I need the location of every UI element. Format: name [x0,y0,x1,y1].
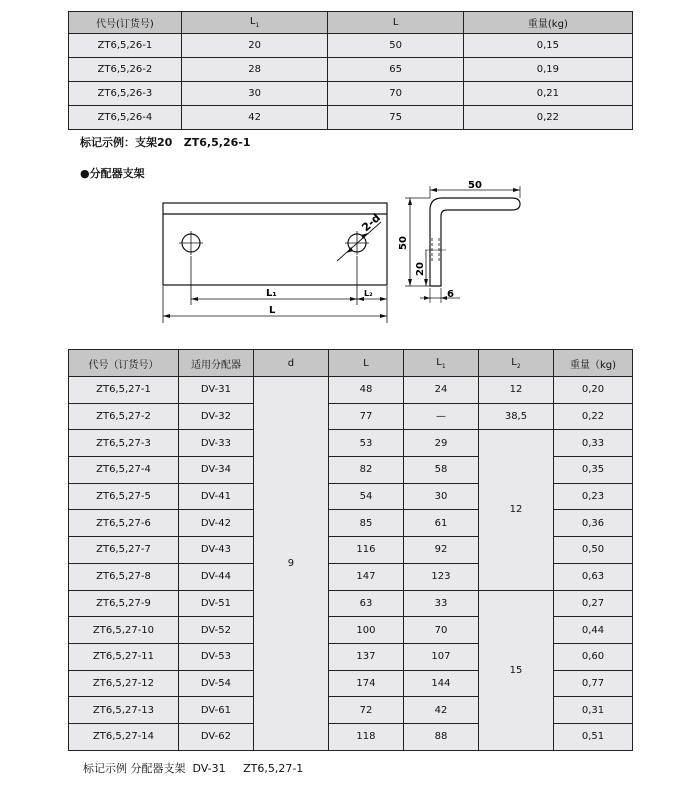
table-cell: DV-31 [178,377,253,404]
table-cell: 0,63 [553,563,632,590]
table-cell: 50 [328,34,463,58]
table-cell: DV-44 [178,563,253,590]
table-cell: 42 [181,106,328,130]
table-cell: 75 [328,106,463,130]
table-cell: 61 [403,510,478,537]
table-cell: 30 [181,82,328,106]
table-cell: 58 [403,457,478,484]
table-cell: 0,19 [463,58,632,82]
table-cell: 29 [403,430,478,457]
table-cell: ZT6,5,27-7 [69,537,179,564]
col-header-l: L [328,12,463,34]
table-cell: 82 [328,457,403,484]
marking-example-2: 标记示例 分配器支架 DV-31 ZT6,5,27-1 [83,762,304,775]
col-header-l1: $L_1$ [181,12,328,34]
table-cell: 88 [403,723,478,750]
table-cell: 33 [403,590,478,617]
table-cell: 70 [328,82,463,106]
table-cell: ZT6,5,27-9 [69,590,179,617]
dim-label-50-top: 50 [468,180,482,191]
l2-group-cell: 38,5 [478,403,553,430]
dim-label-6: 6 [447,289,454,300]
table-cell: DV-43 [178,537,253,564]
table-cell: DV-41 [178,483,253,510]
table-cell: — [403,403,478,430]
table-cell: ZT6,5,27-11 [69,643,179,670]
dim-label-20: 20 [415,262,426,276]
table-cell: DV-42 [178,510,253,537]
table-cell: 0,21 [463,82,632,106]
table-cell: 0,60 [553,643,632,670]
table-cell: 48 [328,377,403,404]
l2-group-cell: 15 [478,590,553,750]
table-cell: 116 [328,537,403,564]
table-cell: ZT6,5,27-12 [69,670,179,697]
table-header-row [69,350,633,377]
dim-label-l1: L₁ [266,288,277,299]
table-cell: ZT6,5,26-3 [69,82,182,106]
col-header-l: L [328,350,403,377]
table-cell: DV-33 [178,430,253,457]
table-cell: DV-61 [178,697,253,724]
table-cell: DV-53 [178,643,253,670]
table-cell: 174 [328,670,403,697]
table-cell: DV-32 [178,403,253,430]
table-cell: 77 [328,403,403,430]
table-cell: 70 [403,617,478,644]
table-cell: 0,50 [553,537,632,564]
dim-label-l2: L₂ [364,289,373,298]
table-cell: 147 [328,563,403,590]
table-cell: 0,15 [463,34,632,58]
dim-label-50-side: 50 [398,236,409,250]
l2-group-cell: 12 [478,430,553,590]
table-cell: DV-62 [178,723,253,750]
table-cell: ZT6,5,27-6 [69,510,179,537]
table-cell: 54 [328,483,403,510]
col-header-distributor: 适用分配器 [178,350,253,377]
col-header-code: 代号(订货号) [69,12,182,34]
table-cell: 0,20 [553,377,632,404]
l2-group-cell: 12 [478,377,553,404]
table-cell: DV-34 [178,457,253,484]
table-cell: ZT6,5,27-13 [69,697,179,724]
table-cell: 0,22 [553,403,632,430]
table-cell: ZT6,5,27-1 [69,377,179,404]
table-cell: ZT6,5,27-14 [69,723,179,750]
distributor-bracket-table [68,349,633,751]
table-cell: 20 [181,34,328,58]
col-header-l1: $L_1$ [403,350,478,377]
table-cell: 72 [328,697,403,724]
table-cell: 42 [403,697,478,724]
bracket-drawing [0,0,700,340]
plate-front-view [163,203,387,285]
table-cell: 0,35 [553,457,632,484]
table-cell: 100 [328,617,403,644]
table-cell: 0,22 [463,106,632,130]
table-cell: DV-54 [178,670,253,697]
table-cell: ZT6,5,27-10 [69,617,179,644]
table-cell: ZT6,5,27-3 [69,430,179,457]
table-cell: 123 [403,563,478,590]
table-row [69,403,633,430]
table-cell: ZT6,5,27-2 [69,403,179,430]
table-cell: 53 [328,430,403,457]
table-cell: 0,33 [553,430,632,457]
table-cell: ZT6,5,27-8 [69,563,179,590]
table-cell: 137 [328,643,403,670]
table-cell: 144 [403,670,478,697]
table-cell: 0,77 [553,670,632,697]
col-header-code: 代号（订货号） [69,350,179,377]
table-cell: ZT6,5,26-1 [69,34,182,58]
table-cell: 107 [403,643,478,670]
col-header-weight: 重量(kg) [463,12,632,34]
table-cell: 24 [403,377,478,404]
table-row [69,430,633,457]
col-header-l2: $L_2$ [478,350,553,377]
section-title: ●分配器支架 [80,167,145,180]
table-cell: 0,51 [553,723,632,750]
bracket-side-view [430,198,520,286]
table-cell: DV-51 [178,590,253,617]
table-cell: ZT6,5,26-4 [69,106,182,130]
marking-example-1: 标记示例：支架20 ZT6,5,26-1 [80,136,251,149]
table-cell: 0,27 [553,590,632,617]
table-cell: 0,36 [553,510,632,537]
table-cell: 0,23 [553,483,632,510]
table-cell: ZT6,5,27-5 [69,483,179,510]
table-cell: 92 [403,537,478,564]
table-row [69,590,633,617]
col-header-d: d [253,350,328,377]
table-cell: ZT6,5,27-4 [69,457,179,484]
table-cell: 65 [328,58,463,82]
table-cell: 0,44 [553,617,632,644]
col-header-weight: 重量（kg) [553,350,632,377]
dim-label-2d: 2-d [359,211,383,235]
table-cell: DV-52 [178,617,253,644]
table-cell: 63 [328,590,403,617]
table-cell: 28 [181,58,328,82]
table-cell: ZT6,5,26-2 [69,58,182,82]
dim-label-l: L [269,305,276,316]
table-cell: 85 [328,510,403,537]
table-row [69,377,633,404]
table-cell: 118 [328,723,403,750]
d-value-cell: 9 [253,377,328,751]
table-cell: 0,31 [553,697,632,724]
table-cell: 30 [403,483,478,510]
